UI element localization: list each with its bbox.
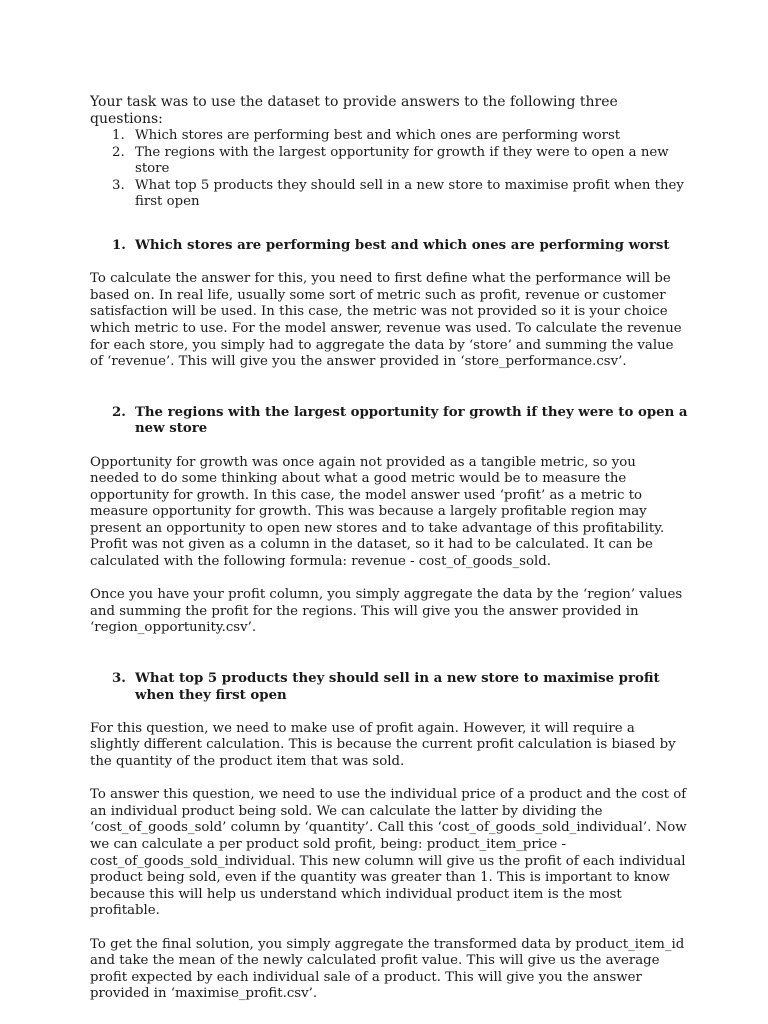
section-heading-text: What top 5 products they should sell in a new store to maximise profit when they first open	[135, 671, 660, 703]
list-item-text: The regions with the largest opportunity for growth if they were to open a new store	[135, 144, 669, 177]
section-heading-text: The regions with the largest opportunity for growth if they were to open a new store	[135, 404, 688, 437]
section-number: 2.	[112, 404, 126, 420]
section-3-heading	[90, 671, 688, 704]
list-item-text: Which stores are performing best and which ones are performing worst	[135, 128, 621, 143]
list-number: 3.	[112, 177, 125, 193]
paragraph: For this question, we need to make use of profit again. However, it will require a slightly different calculation. This is because the current profit calculation is biased by the quantity of the product item that was sold.	[90, 720, 676, 769]
section-heading-text: Which stores are performing best and which ones are performing worst	[135, 237, 670, 253]
list-number: 2.	[112, 144, 125, 160]
intro-text: Your task was to use the dataset to provide answers to the following three questions:	[90, 94, 618, 127]
list-item	[112, 128, 688, 145]
section-number: 3.	[112, 671, 126, 687]
list-number: 1.	[112, 128, 125, 143]
paragraph: Once you have your profit column, you simply aggregate the data by the ‘region’ values and summing the profit for the regions. This will give you the answer provided in ‘region_opportunity.csv’.	[90, 587, 683, 636]
paragraph: To answer this question, we need to use the individual price of a product and the cost of an individual product being sold. We can calculate the latter by dividing the ‘cost_of_goods_sold’ column by ‘quantity’. Call this ‘cost_of_goods_sold_individual’. Now we can calculate a per product sold profit, being: product_item_price - cost_of_goods_sold_individual. This new column will give us the profit of each individual product being sold, even if the quantity was greater than 1. This is important to know because this will help us understand which individual product item is the most profitable.	[90, 787, 687, 919]
section-number: 1.	[112, 237, 126, 253]
paragraph: To calculate the answer for this, you need to first define what the performance will be based on. In real life, usually some sort of metric such as profit, revenue or customer satisfaction will be used. In this case, the metric was not provided so it is your choice which metric to use. For the model answer, revenue was used. To calculate the revenue for each store, you simply had to aggregate the data by ‘store’ and summing the value of ‘revenue’. This will give you the answer provided in ‘store_performance.csv’.	[90, 271, 682, 370]
paragraph: To get the final solution, you simply aggregate the transformed data by product_item_id and take the mean of the newly calculated profit value. This will give us the average profit expected by each individual sale of a product. This will give you the answer provided in ‘maximise_profit.csv’.	[90, 936, 685, 1002]
paragraph: Opportunity for growth was once again not provided as a tangible metric, so you needed to do some thinking about what a good metric would be to measure the opportunity for growth. In this case, the model answer used ‘profit’ as a metric to measure opportunity for growth. This was because a largely profitable region may present an opportunity to open new stores and to take advantage of this profitability. Profit was not given as a column in the dataset, so it had to be calculated. It can be calculated with the following formula: revenue - cost_of_goods_sold.	[90, 454, 665, 570]
list-item	[112, 177, 688, 211]
section-2-heading	[90, 405, 688, 438]
list-item	[112, 144, 688, 178]
section-1-heading	[90, 238, 688, 255]
questions-list	[90, 128, 688, 211]
list-item-text: What top 5 products they should sell in a new store to maximise profit when they first open	[135, 177, 684, 210]
